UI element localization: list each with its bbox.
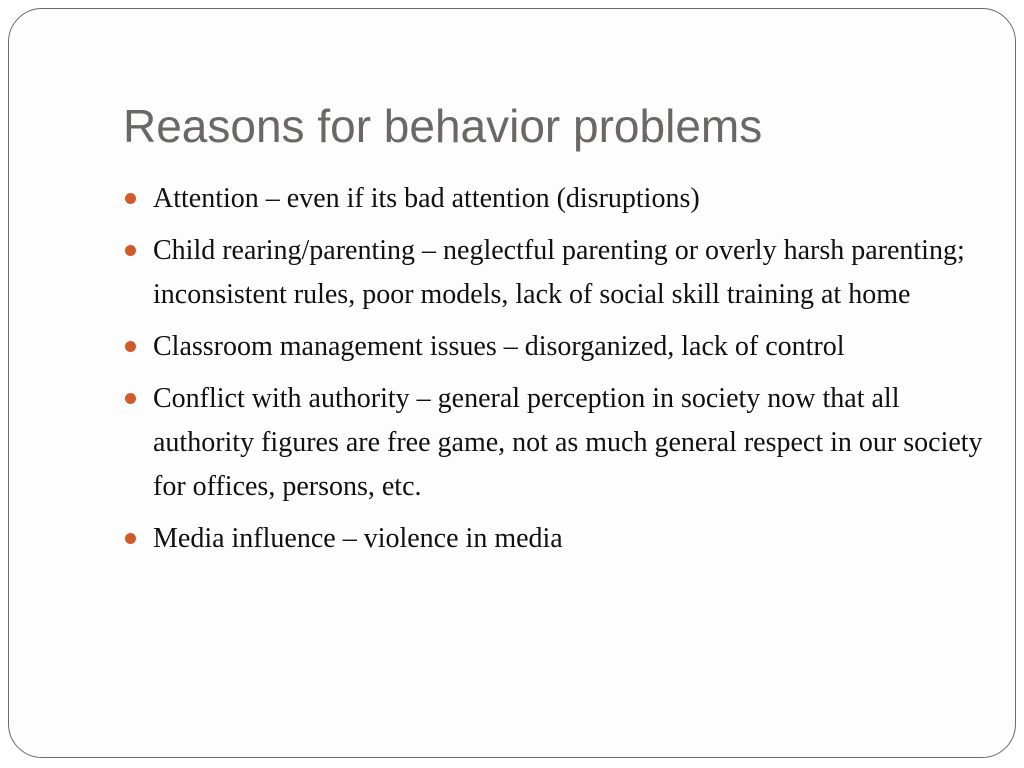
bullet-item (123, 177, 983, 221)
bullet-dot-icon (125, 245, 136, 256)
slide-title: Reasons for behavior problems (123, 100, 763, 152)
bullet-list (123, 177, 983, 569)
bullet-text: Child rearing/parenting – neglectful parenting or overly harsh parenting; inconsistent rules, poor models, lack of social skill training at home (153, 235, 965, 310)
bullet-item (123, 517, 983, 561)
bullet-item (123, 325, 983, 369)
bullet-dot-icon (125, 193, 136, 204)
bullet-text: Media influence – violence in media (153, 523, 563, 554)
bullet-text: Classroom management issues – disorganized, lack of control (153, 331, 845, 362)
bullet-text: Conflict with authority – general perception in society now that all authority figures are free game, not as much general respect in our society for offices, persons, etc. (153, 383, 983, 502)
bullet-dot-icon (125, 341, 136, 352)
bullet-dot-icon (125, 533, 136, 544)
slide-frame (8, 8, 1016, 758)
bullet-item (123, 377, 983, 509)
bullet-text: Attention – even if its bad attention (disruptions) (153, 183, 700, 214)
bullet-item (123, 229, 983, 317)
bullet-dot-icon (125, 393, 136, 404)
